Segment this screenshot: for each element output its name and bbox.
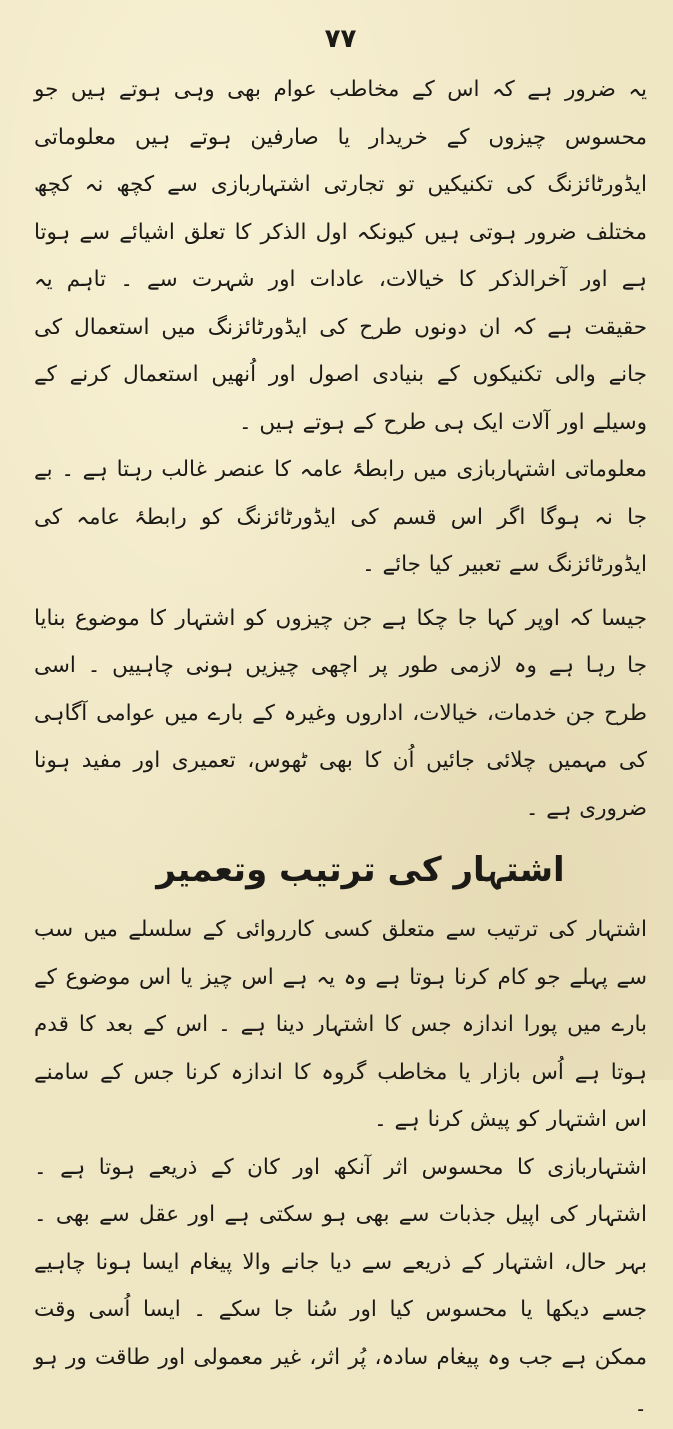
paragraph-public-relations: معلوماتی اشتہاربازی میں رابطۂ عامہ کا عنصر غالب رہتا ہے ۔ بے جا نہ ہوگا اگر اس قسم کی ایڈورٹائزنگ کو رابطۂ عامہ کی ایڈورٹائزنگ سے تعبیر کیا جائے ۔ bbox=[34, 457, 647, 577]
paragraph-ad-planning: اشتہار کی ترتیب سے متعلق کسی کارروائی کے سلسلے میں سب سے پہلے جو کام کرنا ہوتا ہے وہ یہ ہے اس چیز یا اس موضوع کے بارے میں پورا اندازہ جس کا اشتہار دینا ہے ۔ اس کے بعد کا قدم ہوتا ہے اُس بازار یا مخاطب گروہ کا اندازہ کرنا جس کے سامنے اس اشتہار کو پیش کرنا ہے ۔ bbox=[34, 917, 647, 1132]
page-number: ۷۷ bbox=[324, 24, 357, 54]
section-heading: اشتہار کی ترتیب وتعمیر bbox=[156, 850, 565, 890]
paragraph-good-things: جیسا کہ اوپر کہا جا چکا ہے جن چیزوں کو اشتہار کا موضوع بنایا جا رہا ہے وہ لازمی طور پر اچھی چیزیں ہونی چاہییں ۔ اسی طرح جن خدمات، خیالات، اداروں وغیرہ کے بارے میں عوامی آگاہی کی مہمیں چلائی جائیں اُن کا بھی ٹھوس، تعمیری اور مفید ہونا ضروری ہے ۔ bbox=[34, 605, 647, 821]
paragraph-ad-impact: اشتہاربازی کا محسوس اثر آنکھ اور کان کے ذریعے ہوتا ہے ۔ اشتہار کی اپیل جذبات سے بھی ہو سکتی ہے اور عقل سے بھی ۔ بہر حال، اشتہار کے ذریعے سے دیا جانے والا پیغام ایسا ہونا چاہیے جسے دیکھا یا محسوس کیا اور سُنا جا سکے ۔ ایسا اُسی وقت ممکن ہے جب وہ پیغام سادہ، پُر اثر، غیر معمولی اور طاقت ور ہو ۔ bbox=[34, 1154, 647, 1417]
paragraph-informational-ads: یہ ضرور ہے کہ اس کے مخاطب عوام بھی وہی ہوتے ہیں جو محسوس چیزوں کے خریدار یا صارفین ہوتے ہیں معلوماتی ایڈورٹائزنگ کی تکنیکیں تو تجارتی اشتہاربازی سے کچھ نہ کچھ مختلف ضرور ہوتی ہیں کیونکہ اول الذکر کا تعلق اشیائے سے ہوتا ہے اور آخرالذکر کا خیالات، عادات اور شہرت سے ۔ تاہم یہ حقیقت ہے کہ ان دونوں طرح کی ایڈورٹائزنگ میں استعمال کی جانے والی تکنیکوں کے بنیادی اصول اور اُنھیں استعمال کرنے کے وسیلے اور آلات ایک ہی طرح کے ہوتے ہیں ۔ bbox=[34, 77, 647, 435]
